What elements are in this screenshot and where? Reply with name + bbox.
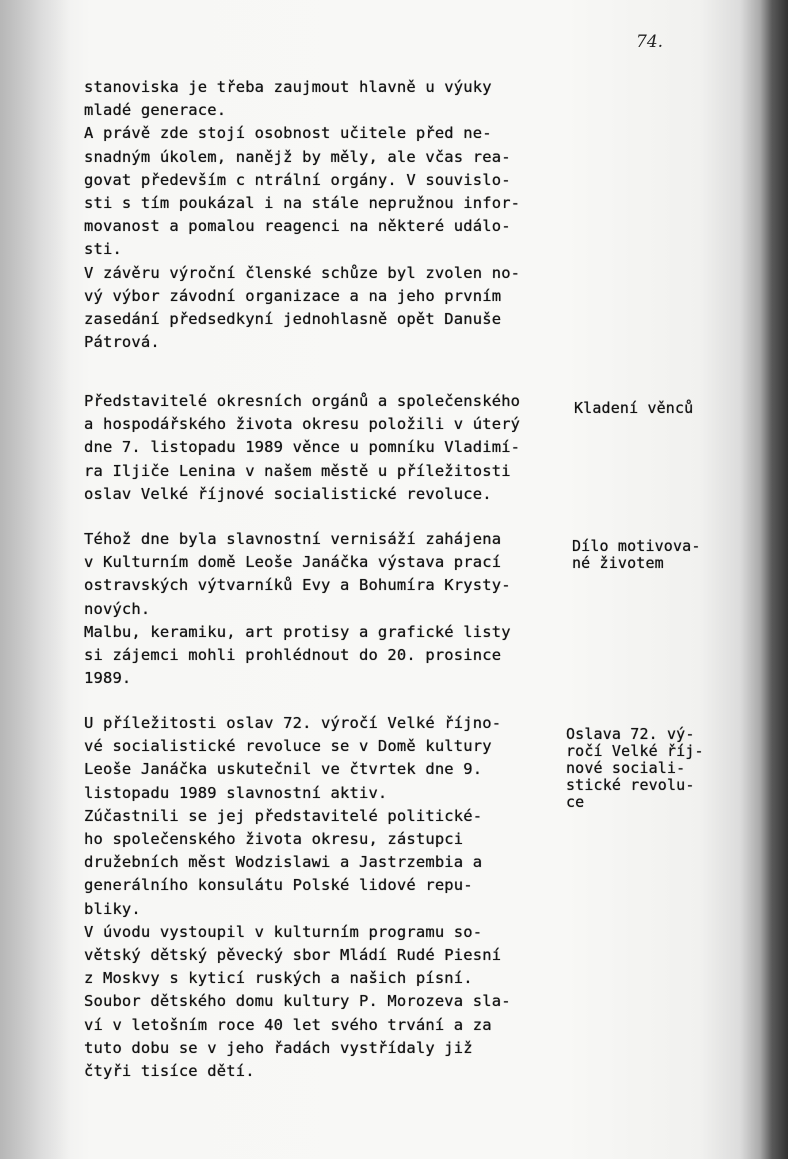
text-line: nových. [84, 599, 151, 618]
binding-shadow [0, 0, 70, 1159]
text-line: Představitelé okresních orgánů a společenského [84, 392, 521, 410]
text-line: zasedání předsedkyní jednohlasně opět Danuše [84, 310, 502, 329]
margin-note-line: nové sociali- [566, 759, 686, 777]
paragraph-3 [84, 528, 554, 690]
text-line: stanoviska je třeba zaujmout hlavně u výuky [84, 78, 492, 96]
margin-note-2 [572, 538, 732, 572]
text-line: 1989. [84, 669, 132, 688]
text-line: ostravských výtvarníků Evy a Bohumíra Krysty- [84, 576, 511, 595]
text-line: v Kulturním domě Leoše Janáčka výstava prací [84, 553, 502, 572]
paragraph-1 [84, 76, 554, 354]
text-line: bliky. [84, 899, 141, 918]
margin-note-1 [574, 400, 734, 417]
page-number: 74. [636, 32, 664, 52]
text-line: generálního konsulátu Polské lidové repu- [84, 876, 473, 895]
text-line: větský dětský pěvecký sbor Mládí Rudé Piesní [84, 946, 502, 965]
text-line: ví v letošním roce 40 let svého trvání a za [84, 1015, 492, 1034]
text-line: a hospodářského života okresu položili v úterý [84, 415, 521, 434]
margin-note-3 [566, 726, 726, 811]
text-line: Téhož dne byla slavnostní vernisáží zahájena [84, 530, 502, 548]
text-line: Soubor dětského domu kultury P. Morozeva sla- [84, 992, 511, 1011]
text-line: V závěru výroční členské schůze byl zvolen no- [84, 263, 521, 282]
text-line: mladé generace. [84, 101, 227, 120]
text-line: Zúčastnili se jej představitelé politické- [84, 806, 483, 825]
text-line: snadným úkolem, nanějž by měly, ale včas rea- [84, 147, 511, 166]
text-line: A právě zde stojí osobnost učitele před ne- [84, 124, 492, 143]
text-line: ho společenského života okresu, zástupci [84, 830, 464, 849]
paragraph-2 [84, 390, 554, 506]
text-line: čtyři tisíce dětí. [84, 1062, 255, 1081]
paragraph-4 [84, 712, 554, 1083]
text-line: govat především c ntrální orgány. V souvislo- [84, 170, 511, 189]
margin-note-line: Kladení věnců [574, 399, 694, 417]
text-line: sti. [84, 240, 122, 259]
margin-note-line: ročí Velké říj- [566, 742, 704, 760]
text-line: dne 7. listopadu 1989 věnce u pomníku Vladimí- [84, 438, 521, 457]
text-line: družebních měst Wodzislawi a Jastrzembia a [84, 853, 483, 872]
text-line: movanost a pomalou reagenci na některé událo- [84, 217, 511, 236]
text-line: Leoše Janáčka uskutečnil ve čtvrtek dne 9. [84, 760, 483, 779]
text-line: V úvodu vystoupil v kulturním programu so- [84, 922, 483, 941]
text-line: ra Iljiče Lenina v našem městě u příležitosti [84, 461, 511, 480]
text-line: tuto dobu se v jeho řadách vystřídaly již [84, 1038, 473, 1057]
margin-note-line: stické revolu- [566, 776, 695, 794]
margin-note-line: né životem [572, 554, 664, 572]
margin-note-line: Dílo motivova- [572, 537, 701, 555]
text-line: vé socialistické revoluce se v Domě kultury [84, 737, 492, 756]
text-line: listopadu 1989 slavnostní aktiv. [84, 783, 388, 802]
text-line: vý výbor závodní organizace a na jeho prvním [84, 286, 502, 305]
text-line: Pátrová. [84, 333, 160, 352]
margin-note-line: ce [566, 793, 585, 811]
margin-note-line: Oslava 72. vý- [566, 725, 695, 743]
text-line: si zájemci mohli prohlédnout do 20. prosince [84, 646, 502, 665]
text-line: oslav Velké říjnové socialistické revoluce. [84, 484, 492, 503]
text-line: z Moskvy s kyticí ruských a našich písní. [84, 969, 473, 988]
text-line: Malbu, keramiku, art protisy a grafické listy [84, 622, 511, 641]
text-line: U příležitosti oslav 72. výročí Velké říjno- [84, 714, 502, 732]
text-line: sti s tím poukázal i na stále nepružnou infor- [84, 194, 521, 213]
